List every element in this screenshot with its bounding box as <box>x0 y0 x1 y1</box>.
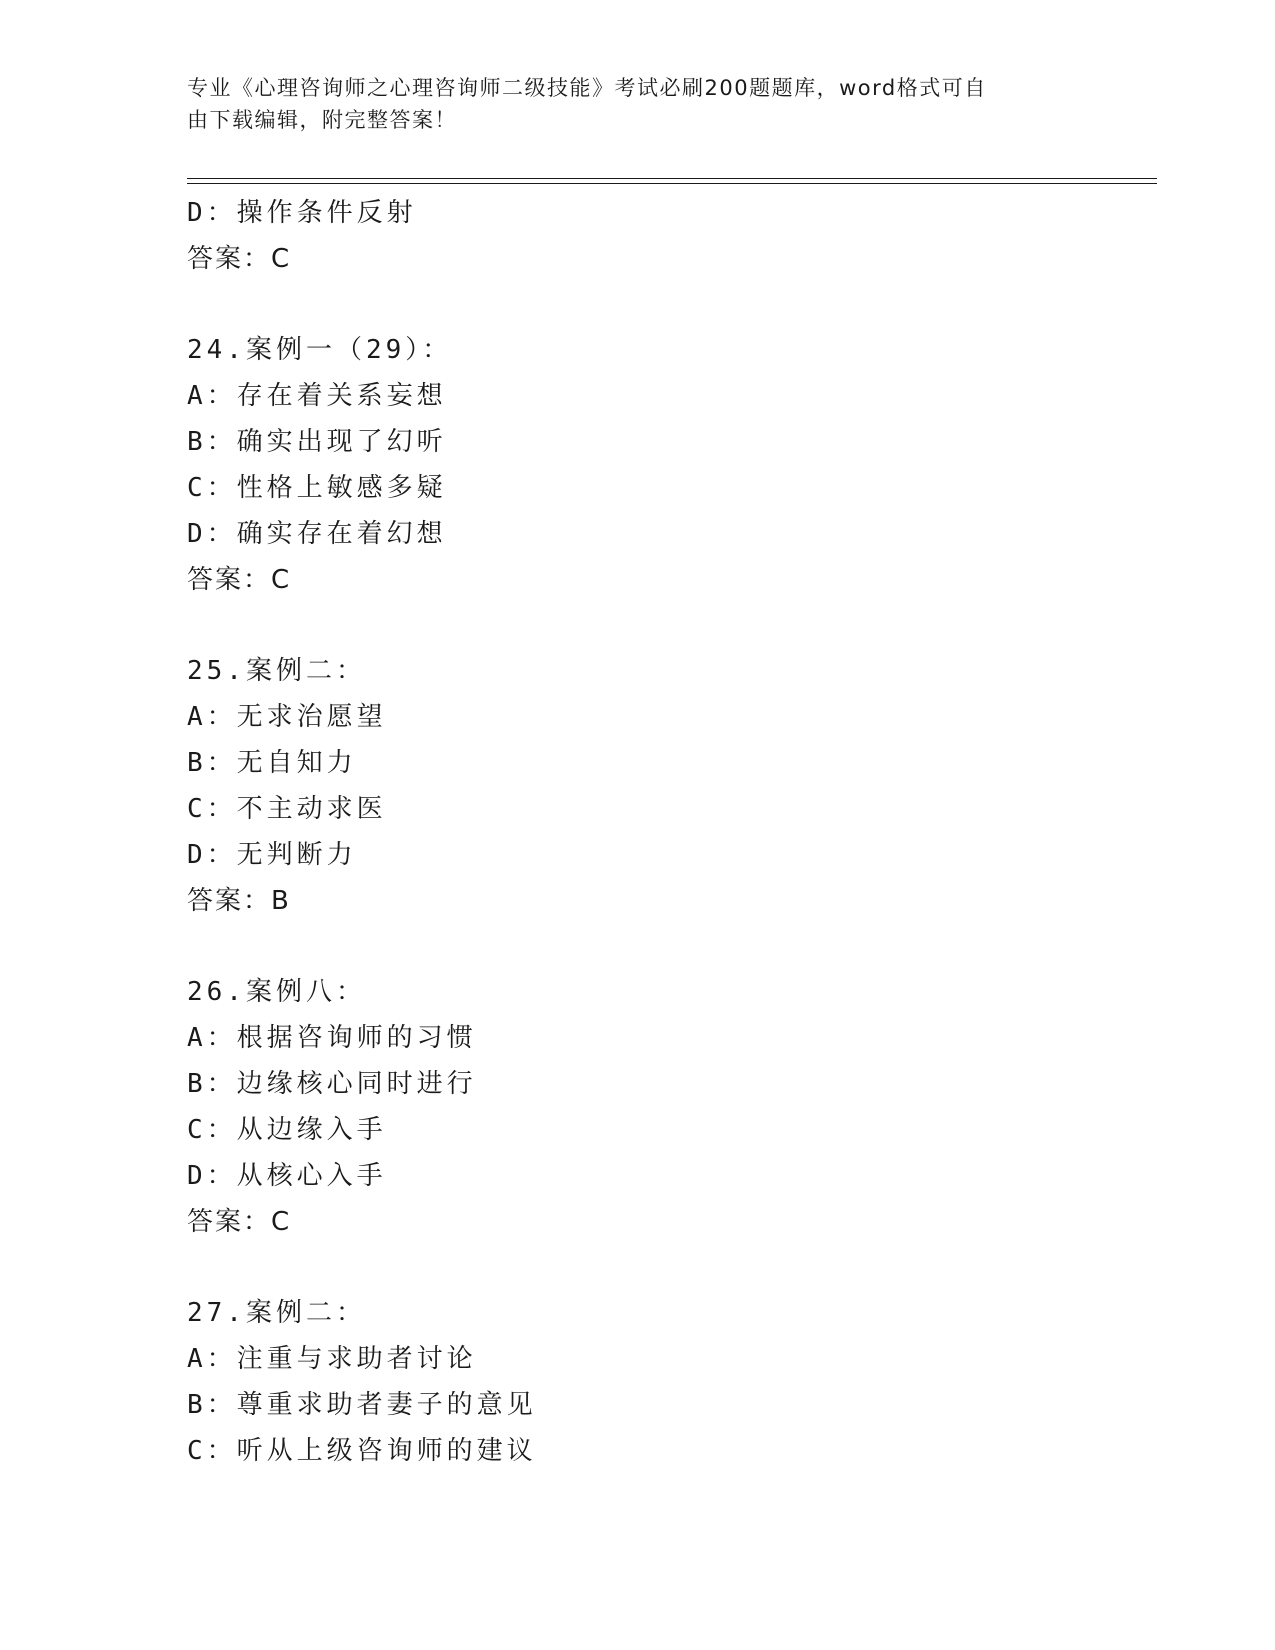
answer-line: 答案：C <box>187 244 292 274</box>
option-a: A：注重与求助者讨论 <box>187 1344 477 1374</box>
answer-line: 答案：B <box>187 886 291 916</box>
option-d: D：从核心入手 <box>187 1161 387 1191</box>
option-a: A：无求治愿望 <box>187 702 387 732</box>
option-b: B：边缘核心同时进行 <box>187 1069 477 1099</box>
option-c: C：不主动求医 <box>187 794 387 824</box>
previous-question-tail <box>187 190 1157 282</box>
question-title: 27.案例二： <box>187 1298 366 1328</box>
header-divider-bottom <box>187 183 1157 184</box>
answer-line: 答案：C <box>187 565 292 595</box>
option-d: D：无判断力 <box>187 840 357 870</box>
header-line-2: 由下载编辑，附完整答案！ <box>187 108 457 132</box>
option-c: C：从边缘入手 <box>187 1115 387 1145</box>
document-header <box>187 72 1067 136</box>
question-title: 26.案例八： <box>187 977 366 1007</box>
question-27 <box>187 1290 1157 1474</box>
question-list <box>187 190 1157 1474</box>
option-c: C：听从上级咨询师的建议 <box>187 1436 537 1466</box>
question-title: 25.案例二： <box>187 656 366 686</box>
option-a: A：存在着关系妄想 <box>187 381 447 411</box>
answer-line: 答案：C <box>187 1207 292 1237</box>
question-title: 24.案例一（29）： <box>187 335 453 365</box>
option-b: B：无自知力 <box>187 748 357 778</box>
option-b: B：确实出现了幻听 <box>187 427 447 457</box>
header-divider-top <box>187 178 1157 179</box>
question-24 <box>187 327 1157 603</box>
question-26 <box>187 969 1157 1245</box>
header-line-1: 专业《心理咨询师之心理咨询师二级技能》考试必刷200题题库，word格式可自 <box>187 76 987 100</box>
option-a: A：根据咨询师的习惯 <box>187 1023 477 1053</box>
option-b: B：尊重求助者妻子的意见 <box>187 1390 537 1420</box>
option-d: D：操作条件反射 <box>187 198 417 228</box>
question-25 <box>187 648 1157 924</box>
option-d: D：确实存在着幻想 <box>187 519 447 549</box>
option-c: C：性格上敏感多疑 <box>187 473 447 503</box>
